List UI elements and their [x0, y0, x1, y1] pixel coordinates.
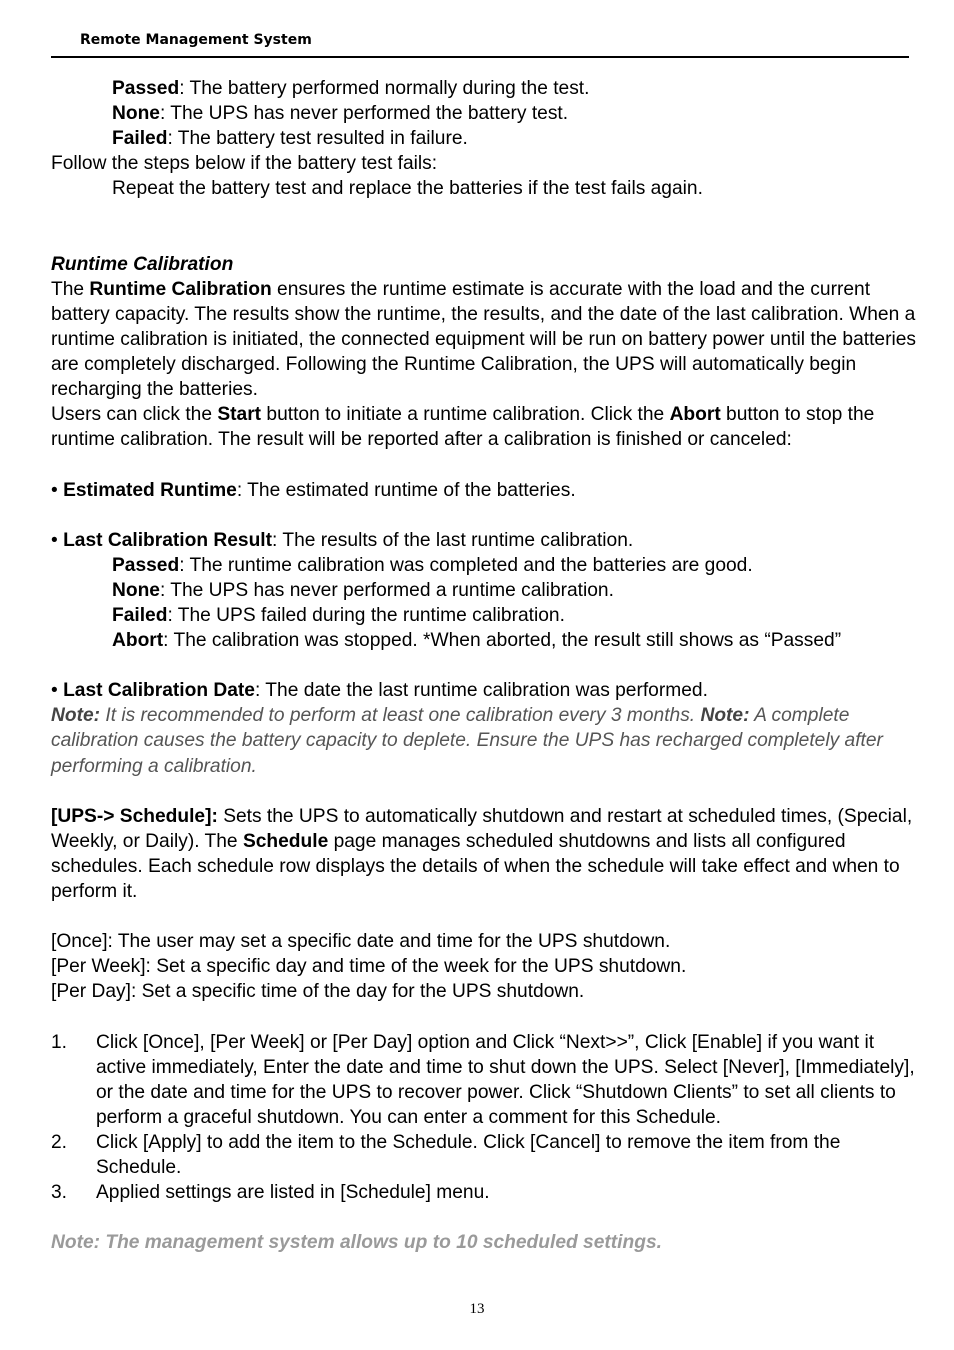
battery-result-passed: Passed: The battery performed normally during the test.: [112, 78, 590, 99]
runtime-users-text: Users can click the Start button to initiate a runtime calibration. Click the Abort button to stop the runtime calibration. The result will be reported after a calibration is finished or canceled:: [51, 404, 875, 451]
list-item: 3. Applied settings are listed in [Schedule] menu.: [51, 1182, 490, 1204]
follow-steps-text: Follow the steps below if the battery test fails:: [51, 153, 438, 175]
schedule-option-per-day: [Per Day]: Set a specific time of the day for the UPS shutdown.: [51, 981, 585, 1003]
battery-result-failed: Failed: The battery test resulted in failure.: [112, 128, 468, 150]
list-item: 2. Click [Apply] to add the item to the Schedule. Click [Cancel] to remove the item from the Schedule.: [51, 1131, 841, 1179]
schedule-description: [UPS-> Schedule]: Sets the UPS to automatically shutdown and restart at scheduled times, (Special, Weekly, or Daily). The Schedule page manages scheduled shutdowns and lists all configured schedules. Each schedule row displays the details of when the schedule will take effect and when to perform it.: [51, 805, 913, 902]
runtime-heading: Runtime Calibration: [51, 253, 234, 275]
lcr-abort: Abort: The calibration was stopped. *When aborted, the result still shows as “Passed”: [112, 630, 842, 652]
calibration-note: Note: It is recommended to perform at least one calibration every 3 months. Note: A complete calibration causes the battery capacity to deplete. Ensure the UPS has recharged completely after performing a calibration.: [51, 705, 883, 777]
page-header: Remote Management System: [80, 32, 312, 48]
lcr-passed: Passed: The runtime calibration was completed and the batteries are good.: [112, 554, 753, 576]
battery-result-none: None: The UPS has never performed the battery test.: [112, 103, 569, 125]
schedule-limit-note: Note: The management system allows up to 10 scheduled settings.: [51, 1232, 662, 1254]
document-body: [51, 76, 921, 1255]
repeat-step-text: Repeat the battery test and replace the batteries if the test fails again.: [112, 178, 703, 200]
last-calibration-result-item: • Last Calibration Result: The results of the last runtime calibration.: [51, 529, 634, 551]
estimated-runtime-item: • Estimated Runtime: The estimated runtime of the batteries.: [51, 479, 576, 501]
runtime-intro: The Runtime Calibration ensures the runtime estimate is accurate with the load and the current battery capacity. The results show the runtime, the results, and the date of the last calibration. When a runtime calibration is initiated, the connected equipment will be run on battery power until the batteries are completely discharged. Following the Runtime Calibration, the UPS will automatically begin recharging the batteries.: [51, 278, 916, 401]
last-calibration-date-item: • Last Calibration Date: The date the last runtime calibration was performed.: [51, 680, 708, 702]
lcr-none: None: The UPS has never performed a runtime calibration.: [112, 579, 614, 601]
header-rule: [51, 56, 909, 58]
schedule-option-per-week: [Per Week]: Set a specific day and time of the week for the UPS shutdown.: [51, 956, 687, 978]
schedule-option-once: [Once]: The user may set a specific date and time for the UPS shutdown.: [51, 931, 671, 953]
page-number: 13: [469, 1301, 485, 1317]
schedule-steps-list: [51, 1030, 921, 1206]
lcr-failed: Failed: The UPS failed during the runtime calibration.: [112, 604, 565, 626]
list-item: 1. Click [Once], [Per Week] or [Per Day] option and Click “Next>>”, Click [Enable] if you want it active immediately, Enter the date and time to shut down the UPS. Select [Never], [Immediately], or the date and time for the UPS to recover power. Click “Shutdown Clients” to set all clients to perform a graceful shutdown. You can enter a comment for this Schedule.: [51, 1031, 915, 1128]
